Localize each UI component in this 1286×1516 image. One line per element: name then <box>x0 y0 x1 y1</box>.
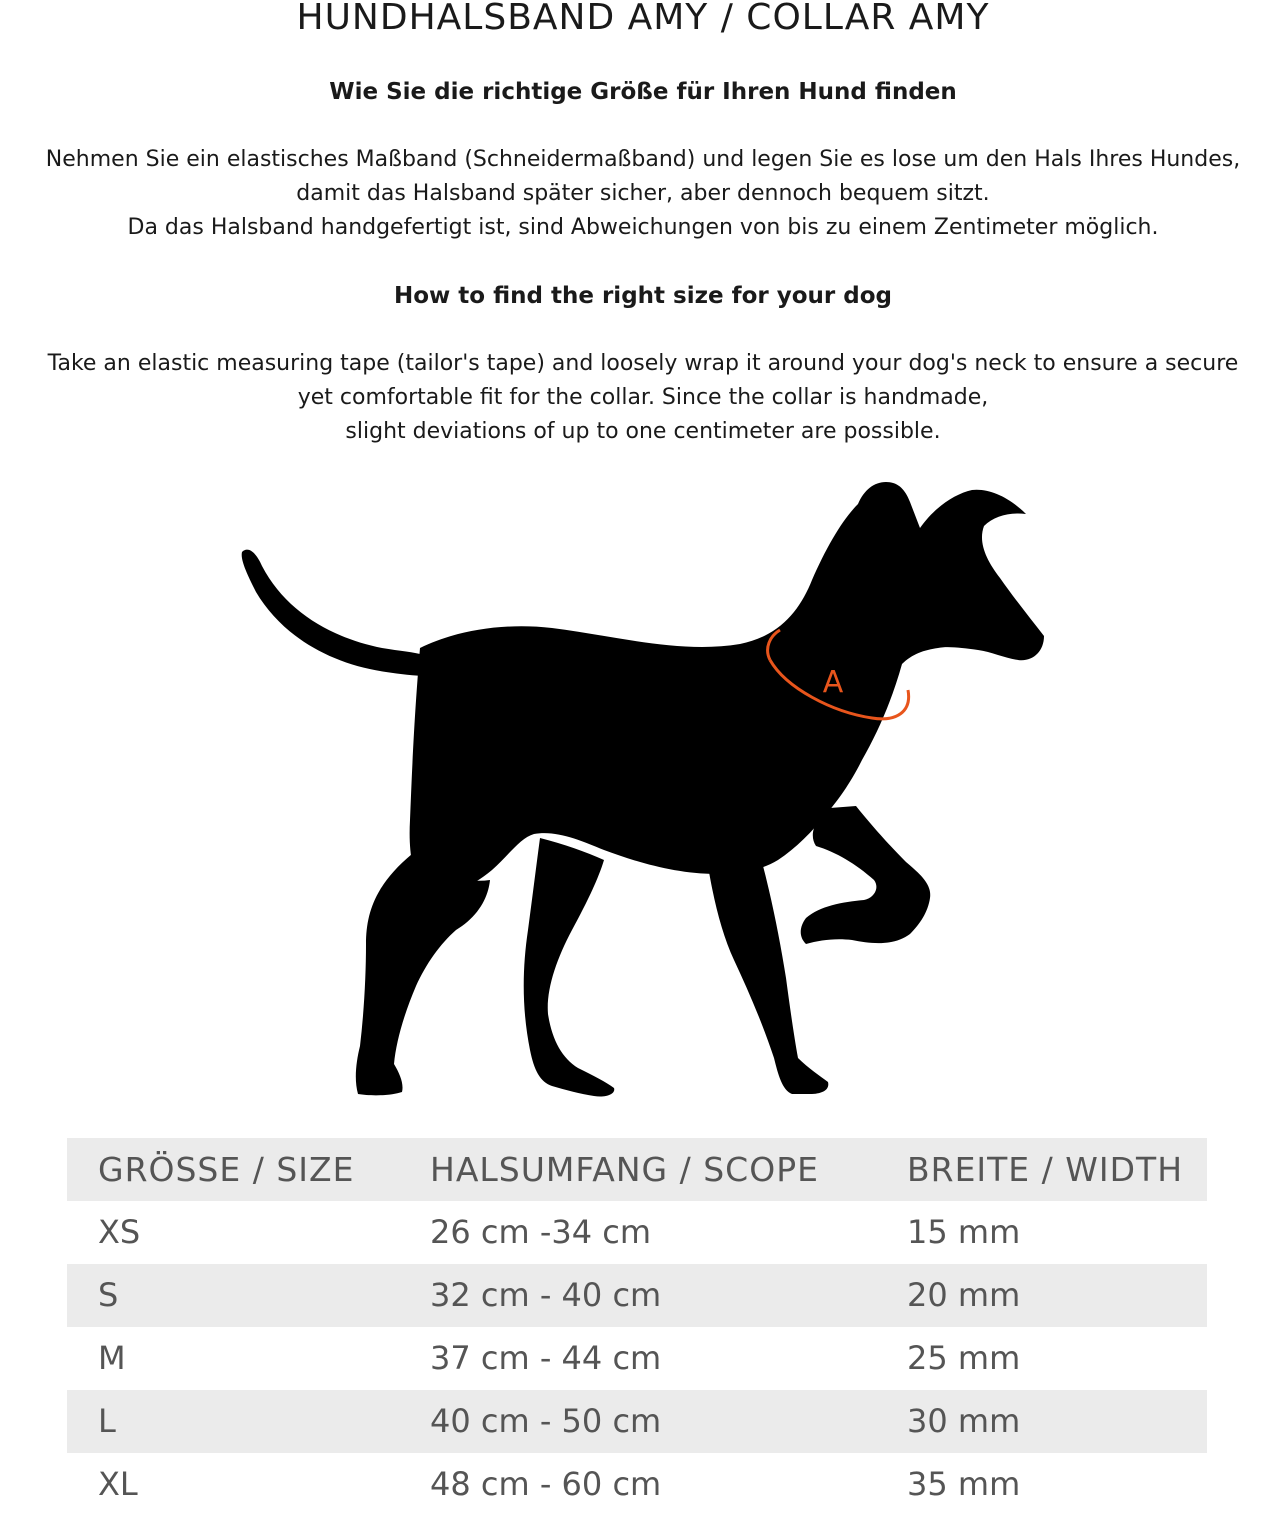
column-header-neck-scope: HALSUMFANG / SCOPE <box>430 1150 819 1189</box>
dog-silhouette-illustration <box>230 470 1060 1110</box>
width-cell: 20 mm <box>907 1276 1021 1314</box>
size-cell: XS <box>98 1213 141 1251</box>
german-line: Da das Halsband handgefertigt ist, sind Abweichungen von bis zu einem Zentimeter möglich. <box>127 215 1159 240</box>
width-cell: 35 mm <box>907 1465 1021 1503</box>
dog-back-leg <box>356 854 490 1095</box>
english-heading: How to find the right size for your dog <box>393 283 892 309</box>
size-table <box>67 1138 1207 1516</box>
scope-cell: 40 cm - 50 cm <box>430 1402 662 1440</box>
size-cell: L <box>98 1402 116 1440</box>
column-header-width: BREITE / WIDTH <box>907 1150 1184 1189</box>
table-row <box>67 1390 1207 1453</box>
width-cell: 25 mm <box>907 1339 1021 1377</box>
width-cell: 15 mm <box>907 1213 1021 1251</box>
english-line: Take an elastic measuring tape (tailor's tape) and loosely wrap it around your dog's neck to ensure a secure <box>47 351 1239 376</box>
table-row <box>67 1264 1207 1327</box>
english-line: slight deviations of up to one centimeter are possible. <box>345 419 941 444</box>
scope-cell: 32 cm - 40 cm <box>430 1276 662 1314</box>
page-title: HUNDHALSBAND AMY / COLLAR AMY <box>296 0 990 38</box>
dog-front-leg <box>801 806 930 944</box>
width-cell: 30 mm <box>907 1402 1021 1440</box>
table-row <box>67 1453 1207 1516</box>
table-row <box>67 1327 1207 1390</box>
dog-front-support-leg <box>708 862 828 1094</box>
scope-cell: 26 cm -34 cm <box>430 1213 652 1251</box>
table-row <box>67 1201 1207 1264</box>
english-instructions <box>0 347 1286 449</box>
size-cell: XL <box>98 1465 138 1503</box>
size-cell: M <box>98 1339 126 1377</box>
dog-body <box>410 482 1044 900</box>
german-instructions <box>0 143 1286 245</box>
dog-tail <box>242 550 428 676</box>
scope-cell: 37 cm - 44 cm <box>430 1339 662 1377</box>
dog-back-leg <box>524 838 615 1097</box>
size-cell: S <box>98 1276 119 1314</box>
german-line: damit das Halsband später sicher, aber dennoch bequem sitzt. <box>296 181 990 206</box>
collar-ring-label: A <box>822 665 844 700</box>
english-line: yet comfortable fit for the collar. Since the collar is handmade, <box>297 385 989 410</box>
table-header-row <box>67 1138 1207 1201</box>
scope-cell: 48 cm - 60 cm <box>430 1465 662 1503</box>
german-line: Nehmen Sie ein elastisches Maßband (Schneidermaßband) und legen Sie es lose um den Hals Ihres Hundes, <box>45 147 1241 172</box>
column-header-size: GRÖSSE / SIZE <box>98 1150 355 1189</box>
german-heading: Wie Sie die richtige Größe für Ihren Hund finden <box>329 79 957 105</box>
